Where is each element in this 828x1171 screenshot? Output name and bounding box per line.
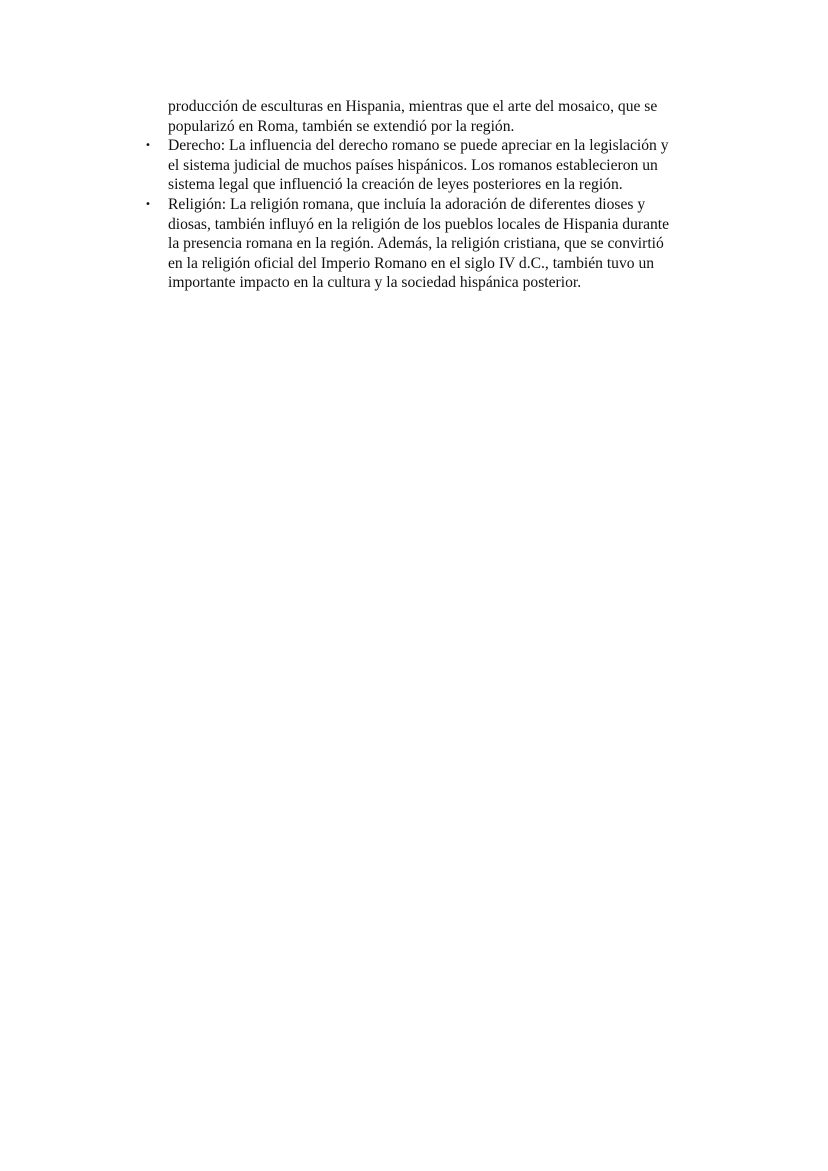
continuation-paragraph [168,97,713,136]
text-line: el sistema judicial de muchos países hispánicos. Los romanos establecieron un [168,156,658,174]
text-line: importante impacto en la cultura y la sociedad hispánica posterior. [168,274,582,292]
bullet-item-derecho [145,136,713,195]
bullet-list [145,136,713,293]
text-line: diosas, también influyó en la religión de los pueblos locales de Hispania durante [168,215,670,233]
document-body [145,97,713,293]
bullet-text [168,136,713,195]
bullet-text [168,195,713,293]
bullet-item-religion [145,195,713,293]
text-line: Religión: La religión romana, que incluía la adoración de diferentes dioses y [168,195,646,213]
text-line: producción de esculturas en Hispania, mientras que el arte del mosaico, que se [168,98,658,115]
text-line: sistema legal que influenció la creación de leyes posteriores en la región. [168,176,623,194]
text-line: en la religión oficial del Imperio Romano en el siglo IV d.C., también tuvo un [168,254,655,272]
text-line: popularizó en Roma, también se extendió por la región. [168,117,515,135]
text-line: la presencia romana en la región. Además, la religión cristiana, que se convirtió [168,235,664,253]
bullet-icon: • [145,140,151,152]
text-line: Derecho: La influencia del derecho romano se puede apreciar en la legislación y [168,137,669,155]
bullet-icon: • [145,198,151,210]
